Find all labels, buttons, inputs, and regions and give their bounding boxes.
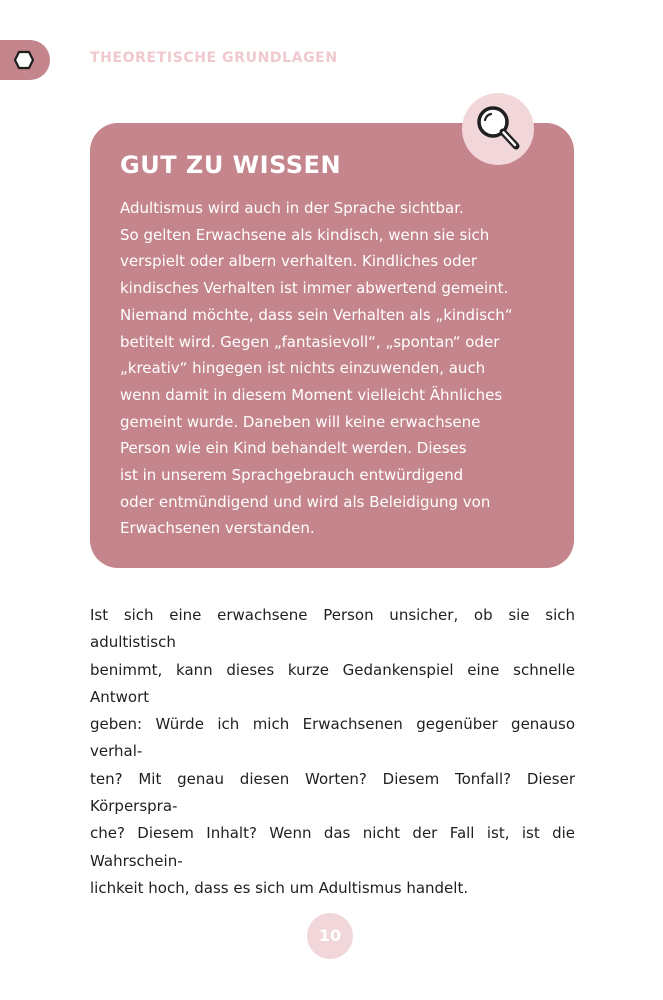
info-box bbox=[90, 123, 574, 568]
body-line: ten? Mit genau diesen Worten? Diesem Tonfall? Dieser Körperspra- bbox=[90, 769, 575, 816]
info-line: oder entmündigend und wird als Beleidigung von bbox=[120, 492, 491, 511]
magnifier-badge bbox=[462, 93, 534, 165]
body-paragraph bbox=[90, 602, 575, 902]
body-line: lichkeit hoch, dass es sich um Adultismus handelt. bbox=[90, 878, 469, 897]
body-line: benimmt, kann dieses kurze Gedankenspiel eine schnelle Antwort bbox=[90, 660, 575, 706]
info-line: Person wie ein Kind behandelt werden. Dieses bbox=[120, 439, 467, 458]
info-line: Adultismus wird auch in der Sprache sichtbar. bbox=[120, 199, 464, 217]
info-line: ist in unserem Sprachgebrauch entwürdigend bbox=[120, 466, 464, 485]
info-line: verspielt oder albern verhalten. Kindliches oder bbox=[120, 252, 478, 271]
info-line: betitelt wird. Gegen „fantasievoll“, „spontan“ oder bbox=[120, 332, 500, 351]
section-title: THEORETISCHE GRUNDLAGEN bbox=[90, 50, 338, 66]
info-line: kindisches Verhalten ist immer abwertend gemeint. bbox=[120, 279, 509, 298]
magnifier-icon bbox=[474, 103, 522, 155]
page-number: 10 bbox=[307, 913, 353, 959]
info-line: wenn damit in diesem Moment vielleicht Ähnliches bbox=[120, 385, 503, 404]
body-line: geben: Würde ich mich Erwachsenen gegenüber genauso verhal- bbox=[90, 715, 575, 761]
section-tab bbox=[0, 40, 50, 80]
body-line: che? Diesem Inhalt? Wenn das nicht der Fall ist, ist die Wahrschein- bbox=[90, 824, 575, 870]
info-line: „kreativ“ hingegen ist nichts einzuwenden, auch bbox=[120, 359, 486, 378]
info-line: Niemand möchte, dass sein Verhalten als „kindisch“ bbox=[120, 305, 513, 324]
info-line: Erwachsenen verstanden. bbox=[120, 519, 315, 538]
hexagon-icon bbox=[14, 50, 34, 70]
info-line: So gelten Erwachsene als kindisch, wenn sie sich bbox=[120, 225, 490, 244]
body-line: Ist sich eine erwachsene Person unsicher, ob sie sich adultistisch bbox=[90, 606, 575, 652]
info-box-text bbox=[120, 195, 560, 542]
info-line: gemeint wurde. Daneben will keine erwachsene bbox=[120, 412, 481, 431]
info-box-title: GUT ZU WISSEN bbox=[120, 151, 342, 179]
